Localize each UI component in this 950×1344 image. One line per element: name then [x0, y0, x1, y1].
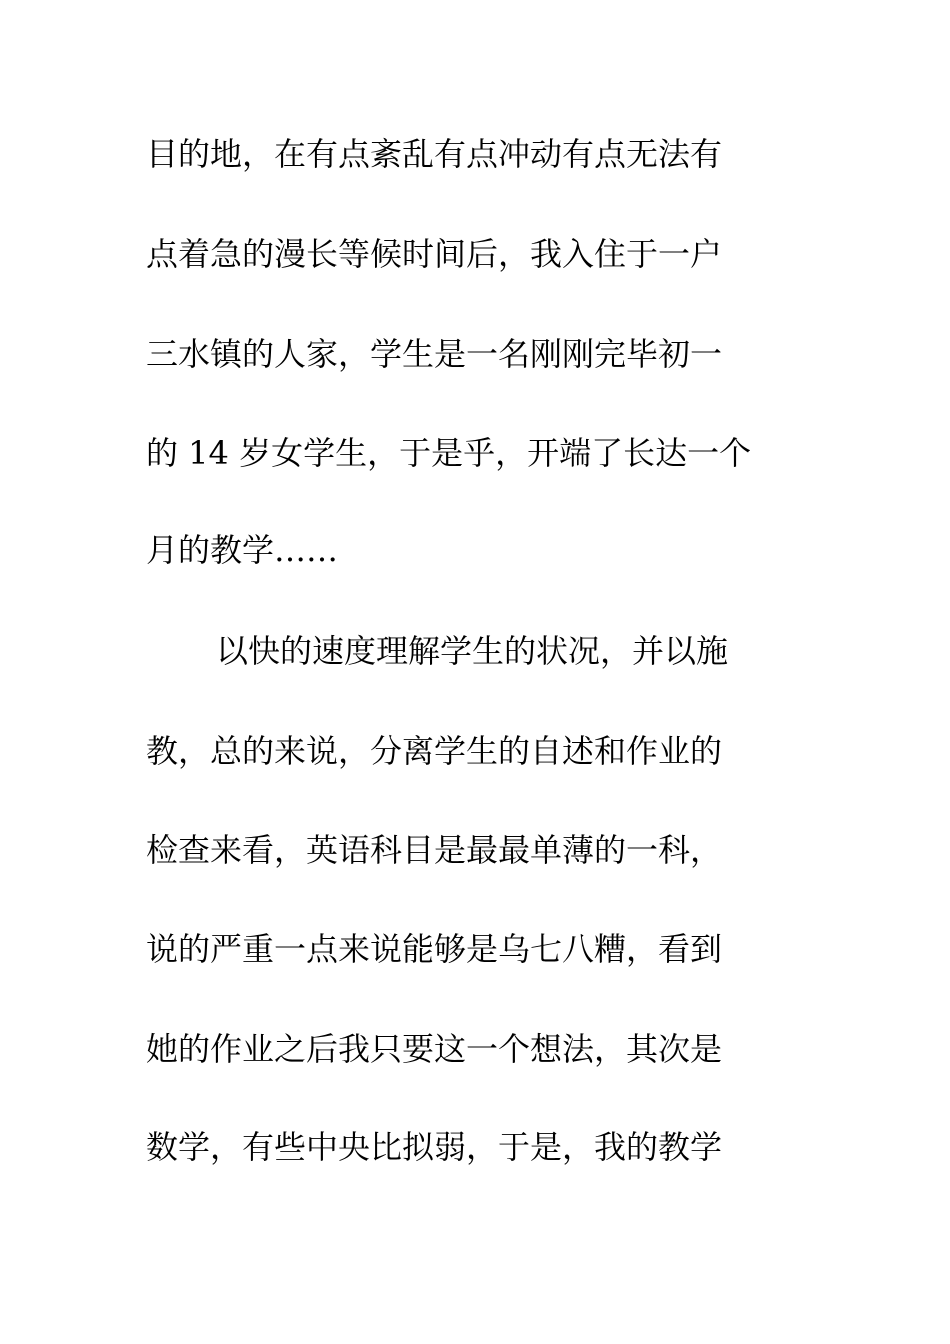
text-line: 教，总的来说，分离学生的自述和作业的: [146, 732, 723, 770]
text-line: 点着急的漫长等候时间后，我入住于一户: [146, 235, 723, 273]
text-line: 数学，有些中央比拟弱，于是，我的教学: [146, 1128, 723, 1166]
text-line: 她的作业之后我只要这一个想法，其次是: [146, 1030, 723, 1068]
text-line: 说的严重一点来说能够是乌七八糟，看到: [146, 930, 723, 968]
text-line: 三水镇的人家，学生是一名刚刚完毕初一: [146, 335, 723, 373]
text-line: 目的地，在有点紊乱有点冲动有点无法有: [146, 135, 723, 173]
text-line: 的 14 岁女学生，于是乎，开端了长达一个: [146, 434, 752, 472]
text-line: 月的教学……: [146, 531, 339, 569]
text-line: 检查来看，英语科目是最最单薄的一科，: [146, 831, 723, 869]
text-line: 以快的速度理解学生的状况，并以施: [216, 632, 729, 670]
